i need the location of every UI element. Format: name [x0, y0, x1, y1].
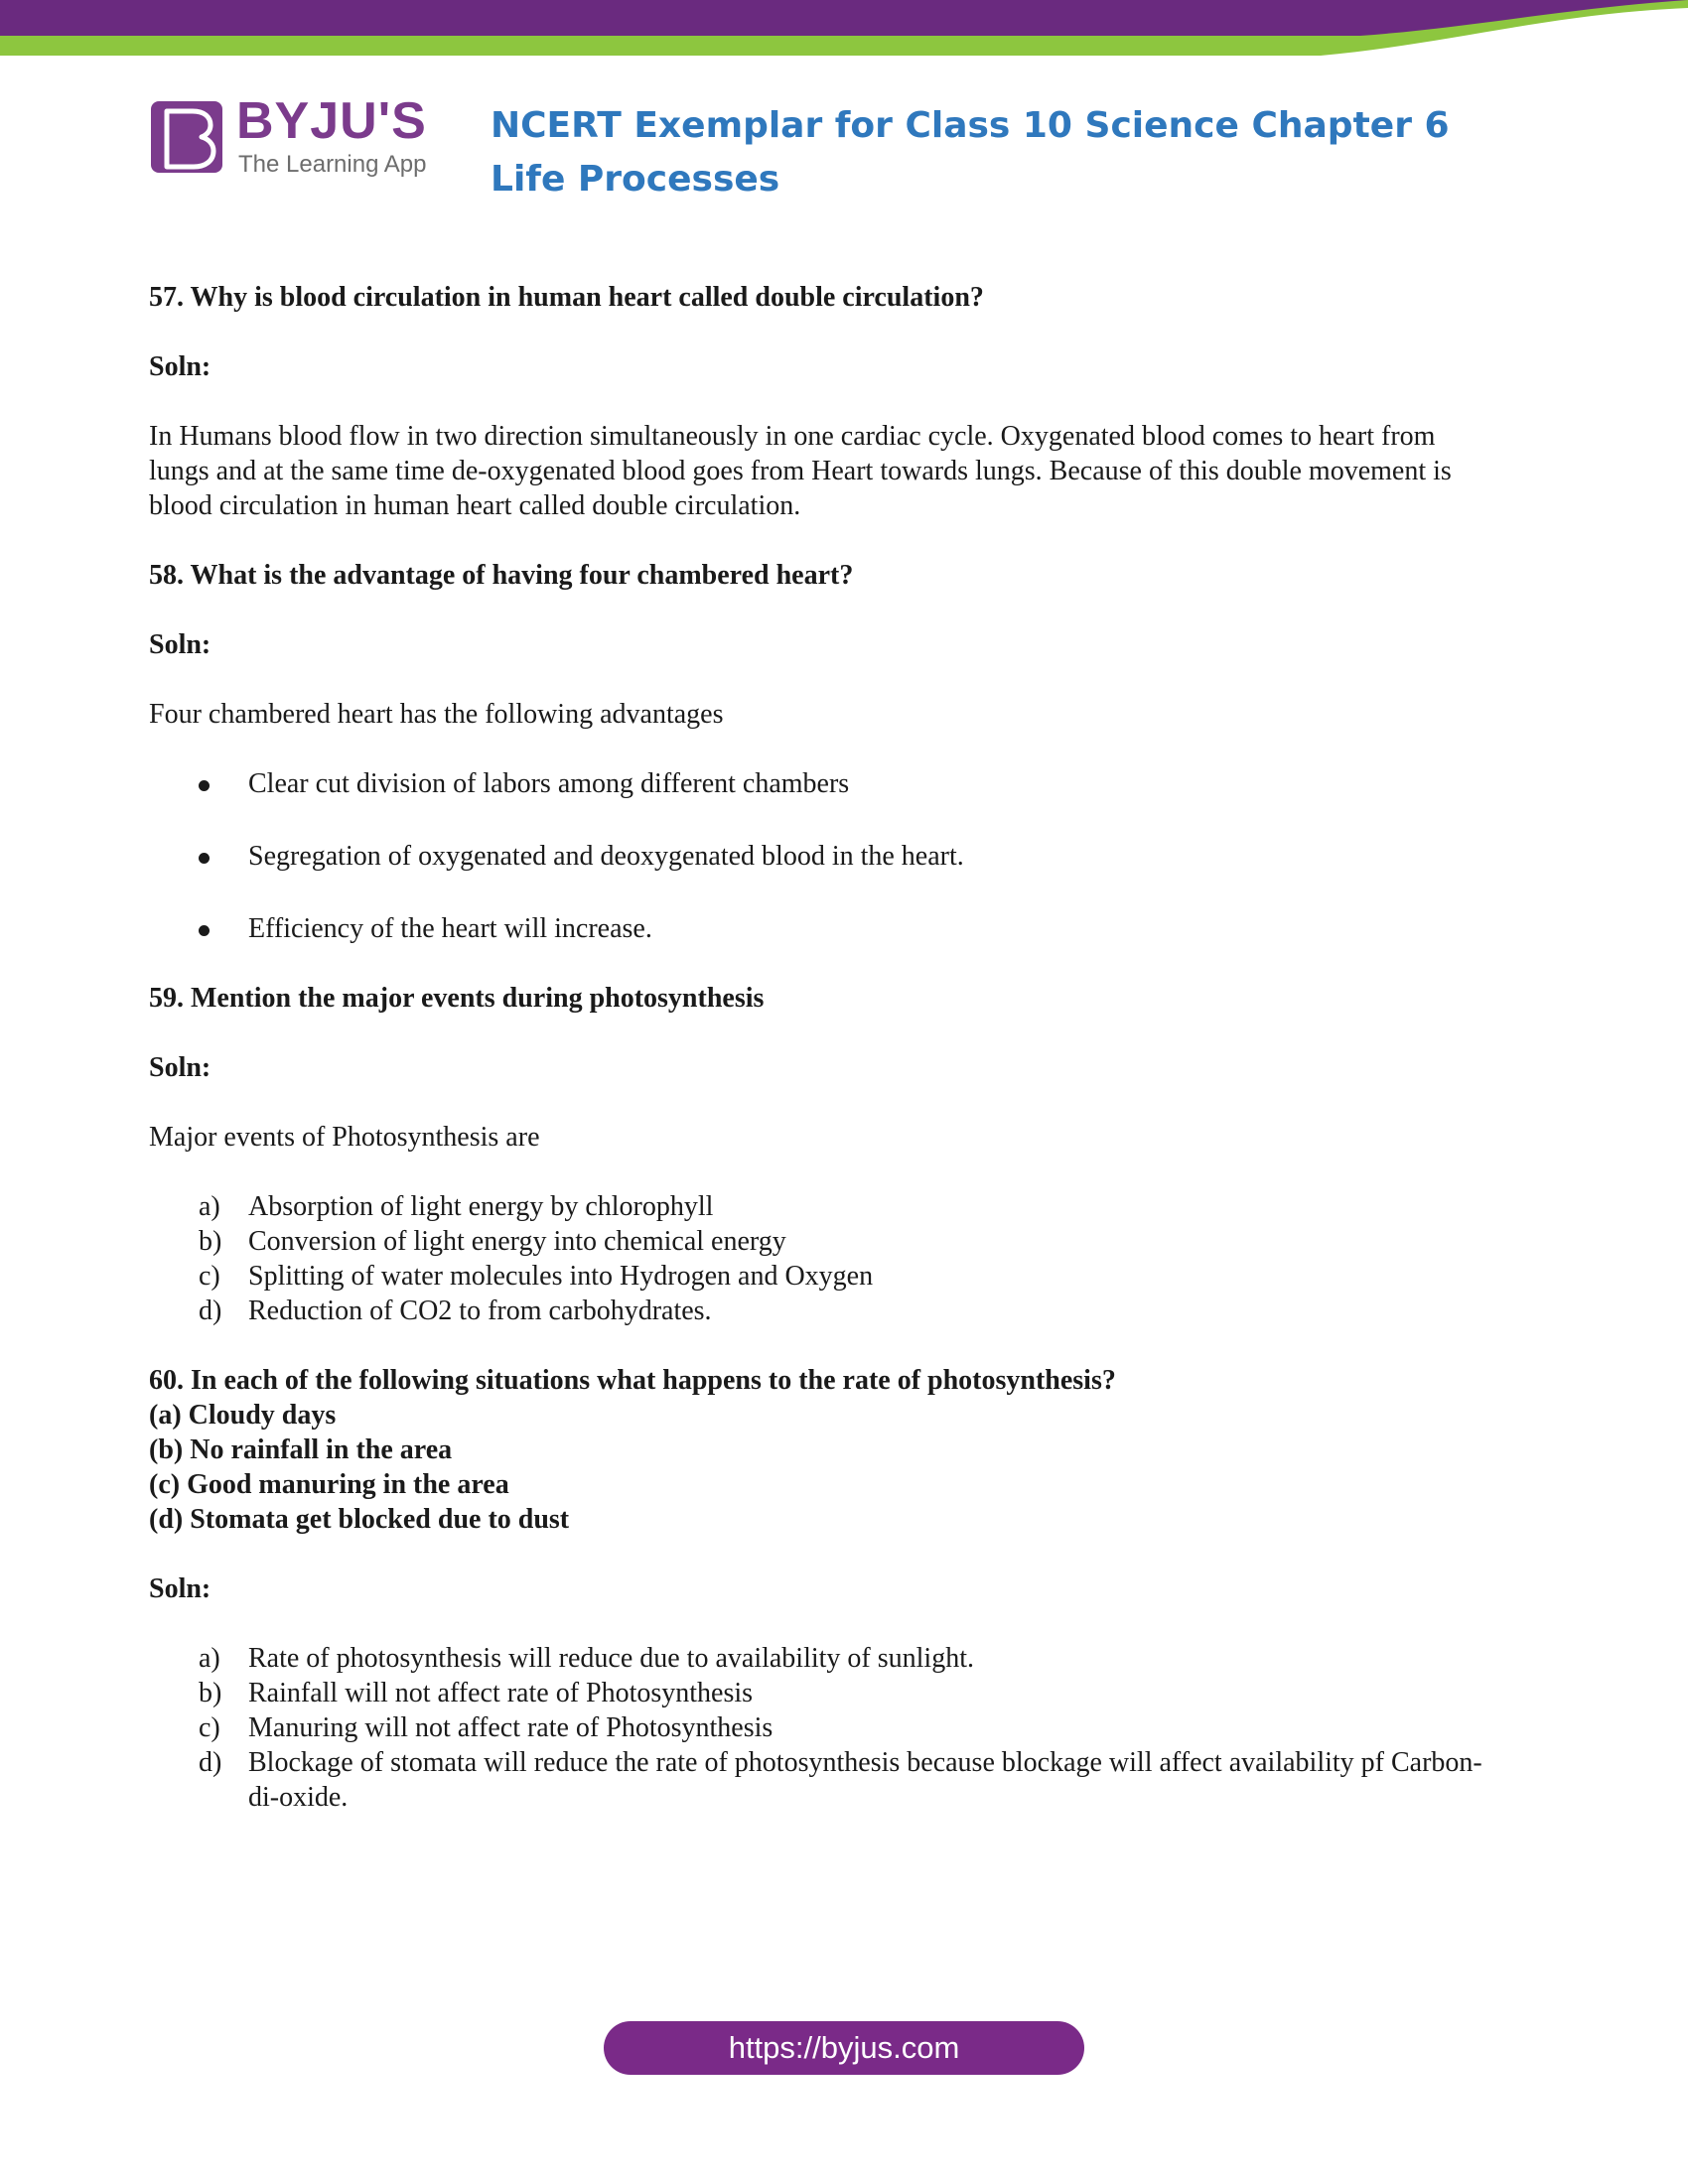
list-item: [149, 1259, 1499, 1294]
question-60-option-a: (a) Cloudy days: [149, 1400, 337, 1431]
soln-label-58: Soln:: [149, 629, 211, 660]
bullet-icon: [199, 780, 210, 791]
list-item: [149, 1710, 1499, 1745]
list-marker: d): [199, 1296, 222, 1326]
photosynthesis-rate-answers: [149, 1641, 1499, 1815]
question-60: 60. In each of the following situations what happens to the rate of photosynthesis?: [149, 1365, 1116, 1396]
list-item-text: Blockage of stomata will reduce the rate of photosynthesis because blockage will affect availability pf Carbon-di-oxide.: [248, 1747, 1482, 1813]
logo-wordmark: BYJU'S: [236, 92, 427, 150]
list-item: [149, 839, 1499, 874]
list-item-text: Manuring will not affect rate of Photosynthesis: [248, 1712, 774, 1743]
list-marker: b): [199, 1226, 222, 1257]
list-item: [149, 1676, 1499, 1710]
question-58: 58. What is the advantage of having four chambered heart?: [149, 560, 854, 591]
photosynthesis-events-list: [149, 1189, 1499, 1328]
list-item-text: Conversion of light energy into chemical energy: [248, 1226, 786, 1257]
question-60-option-b: (b) No rainfall in the area: [149, 1434, 453, 1465]
list-item-text: Segregation of oxygenated and deoxygenated blood in the heart.: [248, 841, 964, 872]
question-60-option-d: (d) Stomata get blocked due to dust: [149, 1504, 570, 1535]
answer-57: In Humans blood flow in two direction simultaneously in one cardiac cycle. Oxygenated blood comes to heart from lungs and at the same time de-oxygenated blood goes from Heart towards lungs. Because of this double movement is blood circulation in human heart called double circulation.: [149, 421, 1452, 521]
question-57: 57. Why is blood circulation in human heart called double circulation?: [149, 282, 984, 313]
bullet-icon: [199, 853, 210, 864]
logo-tagline: The Learning App: [238, 151, 427, 178]
answer-59-intro: Major events of Photosynthesis are: [149, 1122, 540, 1153]
list-marker: a): [199, 1191, 220, 1222]
soln-label-57: Soln:: [149, 351, 211, 382]
list-item: [149, 1224, 1499, 1259]
soln-label-60: Soln:: [149, 1573, 211, 1604]
list-item-text: Reduction of CO2 to from carbohydrates.: [248, 1296, 712, 1326]
byjus-logo-icon: [149, 97, 226, 177]
byjus-logo: [149, 92, 437, 187]
advantages-list: [149, 766, 1499, 946]
list-item-text: Splitting of water molecules into Hydrogen and Oxygen: [248, 1261, 874, 1292]
document-body: [149, 280, 1499, 1815]
list-item: [149, 1189, 1499, 1224]
list-marker: a): [199, 1643, 220, 1674]
list-item: [149, 766, 1499, 801]
bullet-icon: [199, 925, 210, 936]
list-item-text: Absorption of light energy by chlorophyll: [248, 1191, 714, 1222]
top-decorative-band: [0, 0, 1688, 60]
list-marker: d): [199, 1747, 222, 1778]
list-item: [149, 911, 1499, 946]
document-title: NCERT Exemplar for Class 10 Science Chapter 6 Life Processes: [491, 105, 1450, 200]
list-item-text: Clear cut division of labors among different chambers: [248, 768, 850, 799]
answer-58-intro: Four chambered heart has the following advantages: [149, 699, 724, 730]
footer-url-link[interactable]: https://byjus.com: [604, 2021, 1084, 2075]
question-59: 59. Mention the major events during photosynthesis: [149, 983, 765, 1014]
soln-label-59: Soln:: [149, 1052, 211, 1083]
list-marker: c): [199, 1712, 220, 1743]
list-marker: c): [199, 1261, 220, 1292]
list-item-text: Rainfall will not affect rate of Photosynthesis: [248, 1678, 754, 1708]
list-item: [149, 1745, 1499, 1815]
list-item-text: Rate of photosynthesis will reduce due to availability of sunlight.: [248, 1643, 974, 1674]
list-marker: b): [199, 1678, 222, 1708]
list-item: [149, 1294, 1499, 1328]
list-item-text: Efficiency of the heart will increase.: [248, 913, 652, 944]
list-item: [149, 1641, 1499, 1676]
question-60-option-c: (c) Good manuring in the area: [149, 1469, 509, 1500]
